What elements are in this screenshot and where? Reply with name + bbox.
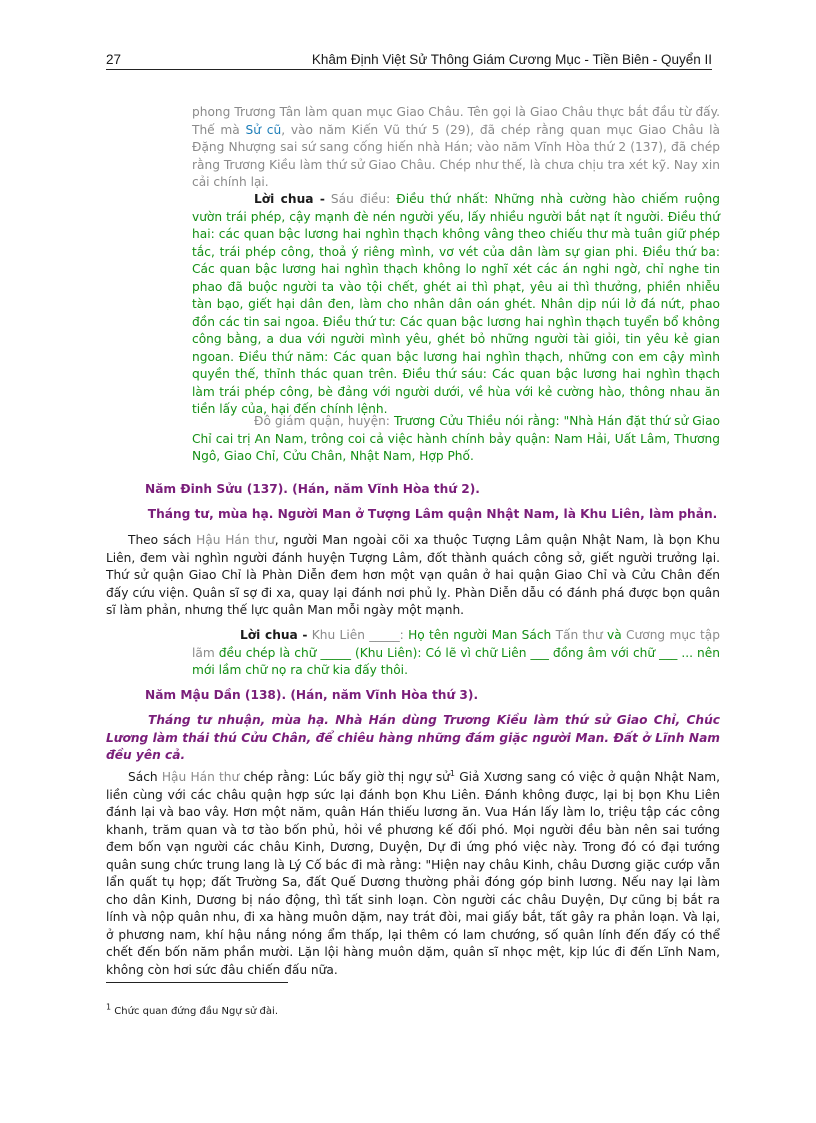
footnote xyxy=(106,1003,278,1021)
footnote-text: Chức quan đứng đầu Ngự sử đài. xyxy=(114,1006,278,1017)
annotation-text: Họ tên người Man xyxy=(408,628,518,642)
page-number: 27 xyxy=(106,52,122,67)
paragraph-text: , vào năm Kiến Vũ thứ 5 (29), đã chép rằng quan mục Giao Châu là Đặng Nhượng sai sứ sang cống hiến nhà Hán; vào năm Vĩnh Hòa thứ 2 (137), đã chép rằng Trương Kiều làm thứ sử Giao Châu. Chép như thế, là chưa chịu tra xét kỹ. Nay xin cải chính lại. xyxy=(192,122,721,189)
paragraph-text: chép rằng: Lúc bấy giờ thị ngự sử xyxy=(243,770,450,784)
su-cu-link[interactable]: Sử cũ xyxy=(245,122,282,137)
footnote-divider xyxy=(106,982,288,983)
annotation-text: và xyxy=(607,628,622,642)
annotation-khu-lien xyxy=(192,627,720,680)
annotation-body: Điều thứ nhất: Những nhà cường hào chiếm ruộng vườn trái phép, cậy mạnh đè nén người yếu, lấy nhiều người bắt nạt ít người. Điều thứ hai: các quan bậc lương hai nghìn thạch không vâng theo chiếu thư mà tuân giữ phép tắc, trái phép công, thoả ý riêng mình, vơ vét của dân làm sự gian phi. Điều thứ ba: Các quan bậc lương hai nghìn thạch không lo nghĩ xét các án nghi ngờ, chỉ nghe tin phao đã buộc người ta vào tội chết, ghét ai thì phạt, yêu ai thì thưởng, phiền nhiễu tàn bạo, giết hại dân đen, làm cho nhân dân oán ghét. Nhân dịp núi lở đá nứt, phao đồn các tin sai ngoa. Điều thứ tư: Các quan bậc lương hai nghìn thạch tuyển bổ không công bằng, a dua với người mình yêu, ghét bỏ những người tài giỏi, tin yêu kẻ gian ngoan. Điều thứ năm: Các quan bậc lương hai nghìn thạch, những con em cậy mình quyền thế, thỉnh thác quan trên. Điều thứ sáu: Các quan bậc lương hai nghìn thạch làm trái phép công, bè đảng với người dưới, về hùa với kẻ cường hào, thông nhau ăn tiền lấy của, hại đến chính lệnh. xyxy=(192,192,721,416)
paragraph-text: Giả Xương sang có việc ở quận Nhật Nam, liền cùng với các châu quận hợp sức lại đánh bọn Khu Liên. Đánh không được, lại bị bọn Khu Liên đánh lại và bao vây. Hơn một năm, quân Hán thiếu lương ăn. Vua Hán lấy làm lo, triệu tập các công khanh, trăm quan và tơ tào bốn phủ, hỏi về phương kế đối phó. Mọi người đều bàn nên sai tướng đem bốn vạn người các châu Kinh, Dương, Duyện, Dự đi ứng phó việc này. Trong đó có đại tướng quân sung chức trung lang là Lý Cố bác đi mà rằng: "Hiện nay châu Kinh, châu Dương giặc cướp vẫn lẩn quất tụ họp; đất Trường Sa, đất Quế Dương thường phải đóng góp binh lương. Nếu nay lại làm cho dân Kinh, Dương bị náo động, thì tất sinh loạn. Còn người các châu Duyện, Dự cũng bị bắt ra lính và nộp quân nhu, đi xa hàng muôn dặm, nay trát đòi, mai giấy bắt, tất gây ra phản loạn. Và lại, ở phương nam, khí hậu nắng nóng ẩm thấp, lại thêm có lam chướng, số quân lính đến đấy có thể chết đến bốn năm phần mười. Lặn lội hàng muôn dặm, quân sĩ nhọc mệt, kịp lúc đi đến Lĩnh Nam, không còn hơi sức đâu chiến đấu nữa. xyxy=(106,770,721,977)
footnote-mark: 1 xyxy=(106,1002,112,1012)
source-title: Tấn thư xyxy=(555,628,603,642)
paragraph-text: Theo sách xyxy=(128,533,192,547)
heading-thang-tu-nhuan: Tháng tư nhuận, mùa hạ. Nhà Hán dùng Trương Kiều làm thứ sử Giao Chỉ, Chúc Lương làm thái thú Cửu Chân, để chiêu hàng những đám giặc người Man. Đất ở Lĩnh Nam đều yên cả. xyxy=(106,713,720,762)
annotation-do-giam xyxy=(192,413,720,466)
annotation-label: Lời chua - xyxy=(254,192,325,206)
source-title: Cương mục tập lãm xyxy=(192,628,721,660)
book-title: Khâm Định Việt Sử Thông Giám Cương Mục - Tiền Biên - Quyển II xyxy=(311,52,712,67)
paragraph-khu-lien xyxy=(106,532,720,620)
annotation-text: đều chép là chữ _____ (Khu Liên): Có lẽ vì chữ Liên ___ đồng âm với chữ ___ ... nên mới lầm chữ nọ ra chữ kia đấy thôi. xyxy=(192,645,721,677)
annotation-term: Khu Liên _____: xyxy=(311,628,404,642)
paragraph-hau-han-thu xyxy=(106,769,720,979)
heading-dinh-suu: Năm Đinh Sửu (137). (Hán, năm Vĩnh Hòa thứ 2). xyxy=(145,482,480,496)
annotation-lead: Sáu điều: xyxy=(330,192,391,206)
source-title: Hậu Hán thư xyxy=(196,533,275,547)
source-title: Hậu Hán thư xyxy=(161,770,240,784)
heading-mau-dan: Năm Mậu Dần (138). (Hán, năm Vĩnh Hòa thứ 3). xyxy=(145,688,479,702)
heading-thang-tu: Tháng tư, mùa hạ. Người Man ở Tượng Lâm quận Nhật Nam, là Khu Liên, làm phản. xyxy=(147,507,718,521)
annotation-six-rules xyxy=(192,191,720,419)
paragraph-text: phong Trương Tân làm quan mục Giao Châu. Tên gọi là Giao Châu thực bắt đầu từ đấy. Thế mà xyxy=(192,105,720,137)
footnote-ref[interactable]: 1 xyxy=(449,768,455,778)
paragraph-text: Sách xyxy=(128,770,158,784)
annotation-label: Lời chua - xyxy=(240,628,308,642)
annotation-text: Sách xyxy=(521,628,552,642)
paragraph-text: , người Man ngoài cõi xa thuộc Tượng Lâm quận Nhật Nam, là bọn Khu Liên, đem vài nghìn người đánh huyện Tượng Lâm, đốt thành quách công sở, giết người trưởng lại. Thứ sử quận Giao Chỉ là Phàn Diễn đem hơn một vạn quân ở hai quận Giao Chỉ và Cửu Chân đến đấy cứu viện. Quân sĩ sợ đi xa, quay lại đánh nơi phủ lỵ. Phàn Diễn dẫu có đánh phá được bọn quân sĩ làm phản, nhưng thế lực quân Man mỗi ngày một mạnh. xyxy=(106,533,720,617)
page-header xyxy=(106,49,712,70)
annotation-lead: Đô giám quận, huyện: xyxy=(254,414,390,428)
annotation-body: Trương Cửu Thiều nói rằng: "Nhà Hán đặt thứ sử Giao Chỉ cai trị An Nam, trông coi cả việc hành chính bảy quận: Nam Hải, Uất Lâm, Thương Ngô, Giao Chỉ, Cửu Chân, Nhật Nam, Hợp Phố. xyxy=(192,414,720,463)
paragraph-continued xyxy=(192,104,720,192)
